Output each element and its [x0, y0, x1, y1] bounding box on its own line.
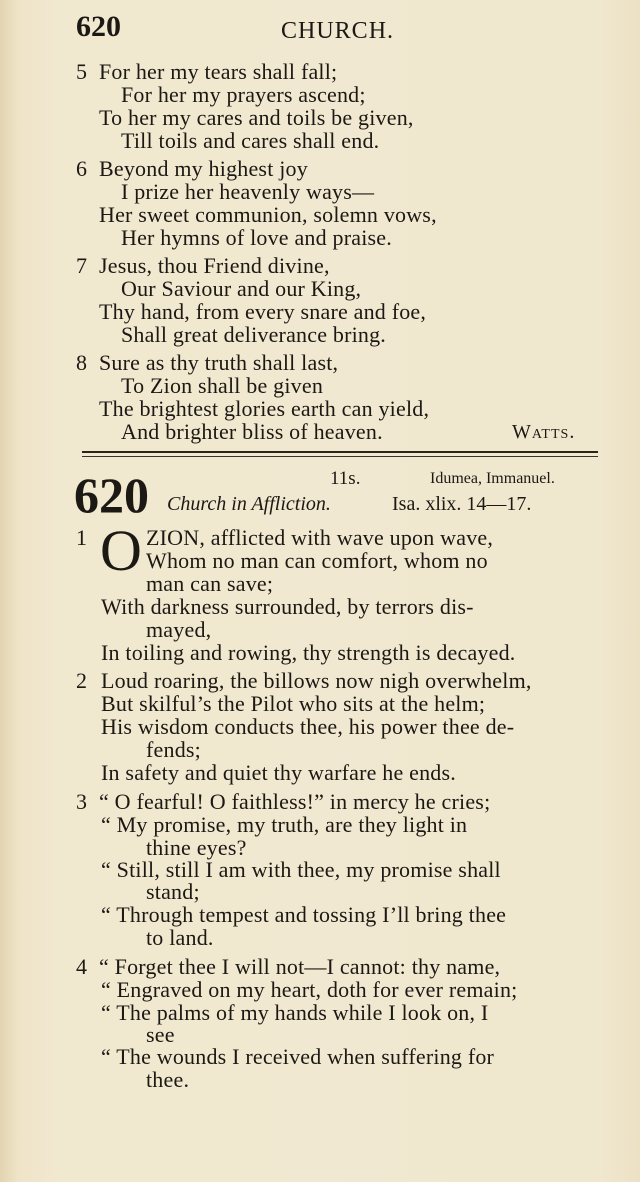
verse-line: thee.	[146, 1067, 190, 1092]
verse-number: 8	[76, 350, 87, 375]
verse-line: man can save;	[146, 571, 274, 596]
verse-line: With darkness surrounded, by terrors dis-	[101, 594, 474, 619]
verse-number: 6	[76, 156, 87, 181]
verse-line: to land.	[146, 925, 214, 950]
running-title: CHURCH.	[281, 18, 395, 44]
section-divider-thin	[82, 456, 598, 457]
section-divider	[82, 451, 598, 453]
page-number: 620	[76, 10, 121, 43]
verse-line: “ Still, still I am with thee, my promise shall	[101, 857, 501, 882]
page-header	[76, 10, 600, 46]
verse-line: To her my cares and toils be given,	[99, 105, 414, 130]
verse-line: ZION, afflicted with wave upon wave,	[146, 525, 494, 550]
verse-line: “ Through tempest and tossing I’ll bring thee	[101, 902, 507, 927]
verse-line: But skilful’s the Pilot who sits at the helm;	[101, 691, 486, 716]
verse-line: In safety and quiet thy warfare he ends.	[101, 760, 456, 785]
verse-line: Till toils and cares shall end.	[121, 128, 380, 153]
scripture-reference: Isa. xlix. 14—17.	[392, 493, 532, 515]
verse-line: For her my tears shall fall;	[99, 59, 338, 84]
verse-line: I prize her heavenly ways—	[121, 179, 375, 204]
verse-number: 4	[76, 954, 87, 979]
verse-line: His wisdom conducts thee, his power thee de-	[101, 714, 515, 739]
verse-number: 1	[76, 525, 87, 550]
verse-line: Her sweet communion, solemn vows,	[99, 202, 437, 227]
verse-line: To Zion shall be given	[121, 373, 324, 398]
verse-line: “ Forget thee I will not—I cannot: thy name,	[99, 954, 501, 979]
verse-line: For her my prayers ascend;	[121, 82, 366, 107]
verse-line: “ The wounds I received when suffering for	[101, 1044, 495, 1069]
verse-line: stand;	[146, 879, 200, 904]
verse-line: Beyond my highest joy	[99, 156, 308, 181]
verse-line: “ O fearful! O faithless!” in mercy he cries;	[99, 789, 491, 814]
hymn-meter: 11s.	[330, 468, 361, 489]
hymn-number: 620	[74, 467, 149, 523]
verse-line: “ Engraved on my heart, doth for ever remain;	[101, 977, 518, 1002]
drop-cap: O	[100, 518, 142, 583]
verse-line: Whom no man can comfort, whom no	[146, 548, 488, 573]
verse-line: Sure as thy truth shall last,	[99, 350, 339, 375]
verse-line: And brighter bliss of heaven.	[121, 419, 383, 444]
verse-line: The brightest glories earth can yield,	[99, 396, 430, 421]
verse-line: thine eyes?	[146, 835, 247, 860]
verse-number: 5	[76, 59, 87, 84]
verse-number: 2	[76, 668, 87, 693]
verse-line: Loud roaring, the billows now nigh overwhelm,	[101, 668, 532, 693]
hymn-tunes: Idumea, Immanuel.	[430, 470, 555, 487]
verse-line: Jesus, thou Friend divine,	[99, 253, 330, 278]
verse-number: 3	[76, 789, 87, 814]
verse-line: In toiling and rowing, thy strength is decayed.	[101, 640, 516, 665]
verse-line: Thy hand, from every snare and foe,	[99, 299, 427, 324]
verse-line: Her hymns of love and praise.	[121, 225, 392, 250]
verse-line: see	[146, 1022, 175, 1047]
hymn-subject: Church in Affliction.	[167, 493, 331, 515]
author-attribution: Watts.	[512, 421, 576, 443]
verse-line: fends;	[146, 737, 201, 762]
verse-line: Shall great deliverance bring.	[121, 322, 387, 347]
verse-number: 7	[76, 253, 87, 278]
verse-line: “ My promise, my truth, are they light in	[101, 812, 468, 837]
verse-line: “ The palms of my hands while I look on, I	[101, 1000, 489, 1025]
verse-line: mayed,	[146, 617, 212, 642]
verse-line: Our Saviour and our King,	[121, 276, 362, 301]
